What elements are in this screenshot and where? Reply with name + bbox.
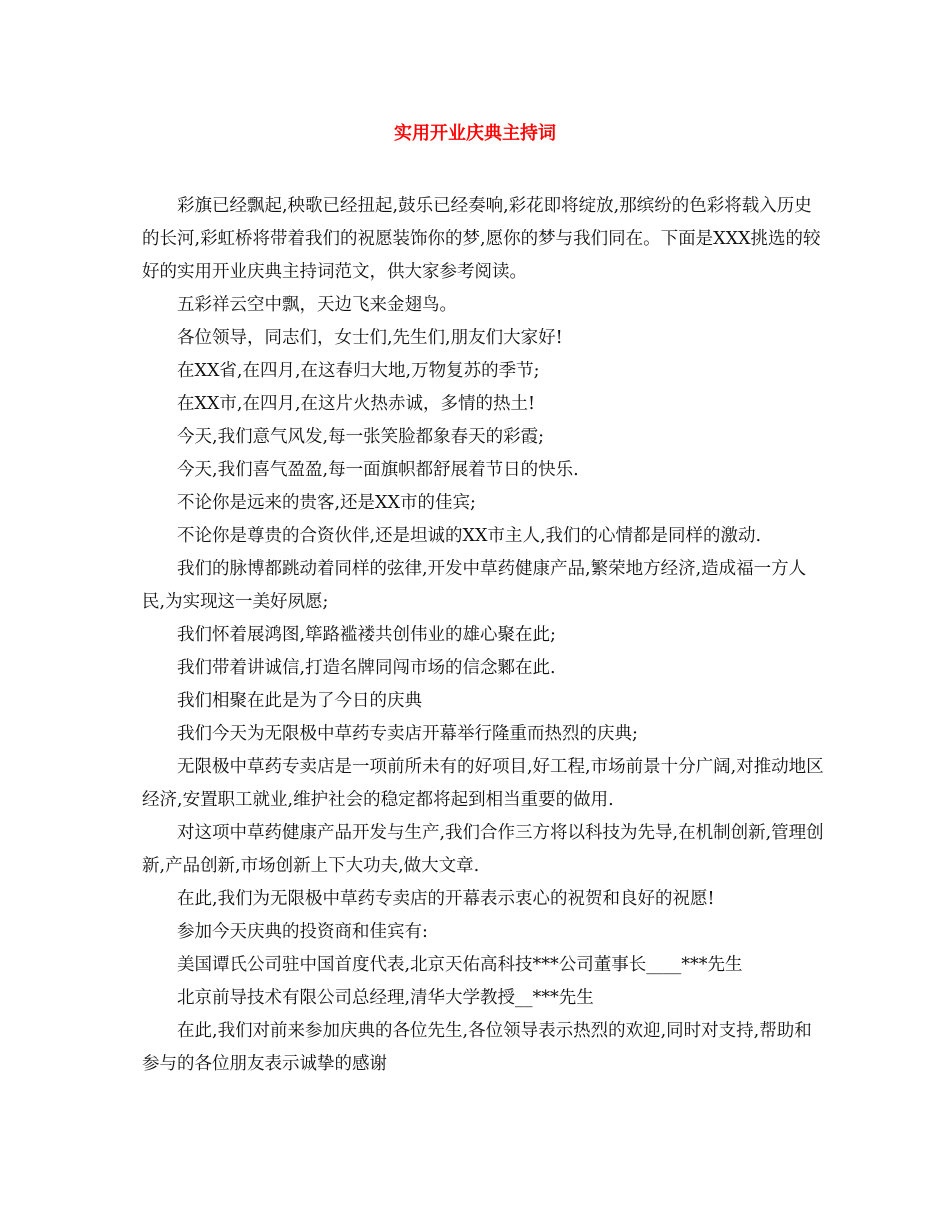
paragraph: 我们相聚在此是为了今日的庆典 bbox=[177, 691, 422, 711]
paragraph: 北京前导技术有限公司总经理,清华大学教授__***先生 bbox=[177, 988, 594, 1008]
paragraph: 不论你是尊贵的合资伙伴,还是坦诚的XX市主人,我们的心情都是同样的激动. bbox=[177, 526, 762, 546]
paragraph: 在此,我们对前来参加庆典的各位先生,各位领导表示热烈的欢迎,同时对支持,帮助和参与的各位朋友表示诚挚的感谢 bbox=[142, 1021, 812, 1074]
paragraph: 在XX省,在四月,在这春归大地,万物复苏的季节; bbox=[177, 361, 540, 381]
paragraph: 今天,我们意气风发,每一张笑脸都象春天的彩霞; bbox=[177, 427, 545, 447]
paragraph: 参加今天庆典的投资商和佳宾有: bbox=[177, 922, 428, 942]
paragraph: 在此,我们为无限极中草药专卖店的开幕表示衷心的祝贺和良好的祝愿! bbox=[177, 889, 715, 909]
document-title: 实用开业庆典主持词 bbox=[394, 123, 556, 144]
paragraph: 各位领导，同志们，女士们,先生们,朋友们大家好! bbox=[177, 328, 563, 348]
paragraph: 我们今天为无限极中草药专卖店开幕举行隆重而热烈的庆典; bbox=[177, 724, 638, 744]
paragraph: 无限极中草药专卖店是一项前所未有的好项目,好工程,市场前景十分广阔,对推动地区经济,安置职工就业,维护社会的稳定都将起到相当重要的做用. bbox=[142, 757, 824, 810]
paragraph: 我们带着讲诚信,打造名牌同闯市场的信念鄹在此. bbox=[177, 658, 556, 678]
paragraph: 今天,我们喜气盈盈,每一面旗帜都舒展着节日的快乐. bbox=[177, 460, 579, 480]
paragraph: 在XX市,在四月,在这片火热赤诚，多情的热土! bbox=[177, 394, 536, 414]
paragraph: 对这项中草药健康产品开发与生产,我们合作三方将以科技为先导,在机制创新,管理创新,产品创新,市场创新上下大功夫,做大文章. bbox=[142, 823, 824, 876]
document-body bbox=[142, 190, 824, 1081]
paragraph: 我们的脉博都跳动着同样的弦律,开发中草药健康产品,繁荣地方经济,造成福一方人民,为实现这一美好夙愿; bbox=[142, 559, 807, 612]
paragraph: 我们怀着展鸿图,筚路褴褛共创伟业的雄心聚在此; bbox=[177, 625, 556, 645]
paragraph: 五彩祥云空中飘，天边飞来金翅鸟。 bbox=[177, 295, 457, 315]
paragraph: 不论你是远来的贵客,还是XX市的佳宾; bbox=[177, 493, 476, 513]
paragraph: 美国谭氏公司驻中国首度代表,北京天佑高科技***公司董事长____***先生 bbox=[177, 955, 743, 975]
paragraph: 彩旗已经飘起,秧歌已经扭起,鼓乐已经奏响,彩花即将绽放,那缤纷的色彩将载入历史的长河,彩虹桥将带着我们的祝愿装饰你的梦,愿你的梦与我们同在。下面是XXX挑选的较好的实用开业庆典主持词范文，供大家参考阅读。 bbox=[142, 196, 821, 282]
